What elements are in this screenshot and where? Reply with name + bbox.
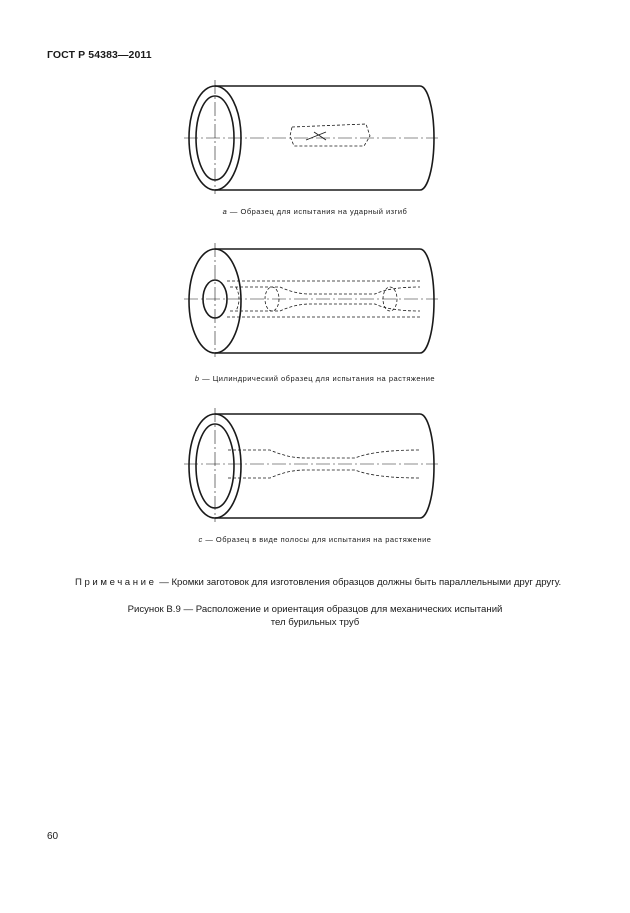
figure-b-letter: b <box>194 374 200 383</box>
note-text: — Кромки заготовок для изготовления образцов должны быть параллельными друг другу. <box>156 577 562 588</box>
figure-a-impact-specimen <box>180 80 440 195</box>
pipe-drawing-c <box>180 408 440 523</box>
figure-b-caption-text: — Цилиндрический образец для испытания на растяжение <box>199 374 436 383</box>
figure-a-letter: a <box>222 207 228 216</box>
document-id-header: ГОСТ Р 54383—2011 <box>47 49 152 61</box>
figure-b-cylindrical-specimen <box>180 243 440 358</box>
figure-b-caption <box>0 374 630 383</box>
pipe-drawing-b <box>180 243 440 358</box>
figure-title <box>0 603 630 629</box>
pipe-drawing-a <box>180 80 440 195</box>
figure-c-caption-text: — Образец в виде полосы для испытания на растяжение <box>202 535 432 544</box>
figure-title-line-1: Рисунок В.9 — Расположение и ориентация образцов для механических испытаний <box>127 604 503 615</box>
figure-c-letter: c <box>198 535 203 544</box>
note-paragraph <box>75 577 595 588</box>
figure-title-line-2: тел бурильных труб <box>270 617 360 628</box>
figure-c-caption <box>0 535 630 544</box>
page-number: 60 <box>47 831 59 842</box>
figure-a-caption <box>0 207 630 216</box>
figure-a-caption-text: — Образец для испытания на ударный изгиб <box>227 207 408 216</box>
figure-c-strip-specimen <box>180 408 440 523</box>
note-label: Примечание <box>75 577 157 588</box>
